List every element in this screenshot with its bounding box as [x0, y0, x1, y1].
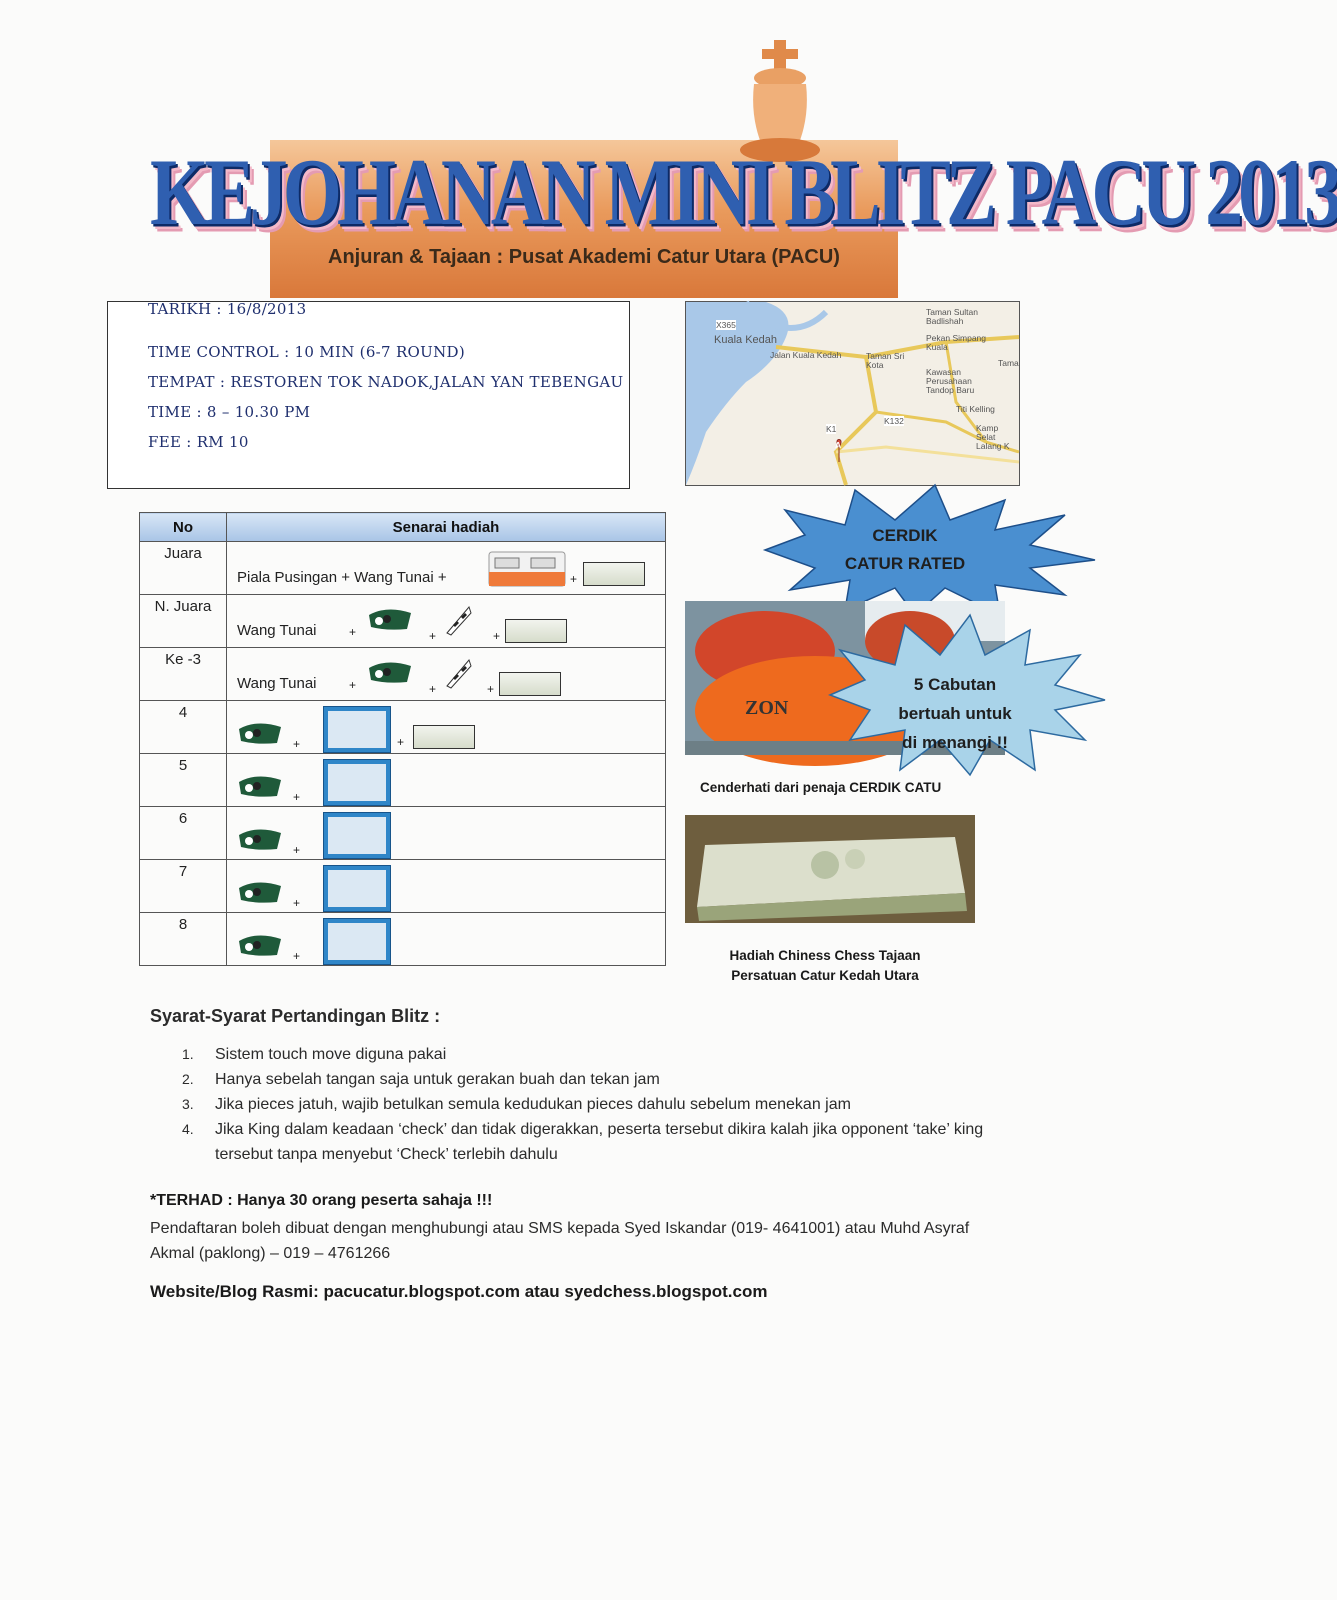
- rule-number: 3.: [182, 1096, 194, 1112]
- plus-sign: +: [493, 629, 501, 643]
- map-label: Kawasan Perusahaan Tandop Baru: [926, 367, 975, 395]
- chess-set-bag-icon: [367, 605, 413, 631]
- map-label: Kuala Kedah: [714, 334, 777, 346]
- rule-number: 4.: [182, 1121, 194, 1137]
- event-time-control: TIME CONTROL : 10 MIN (6-7 ROUND): [148, 343, 465, 361]
- table-header-row: [140, 513, 666, 542]
- rules-title: Syarat-Syarat Pertandingan Blitz :: [150, 1006, 441, 1026]
- prize-cell: [227, 754, 666, 807]
- rules-list: [182, 1042, 1002, 1167]
- table-row: [140, 542, 666, 595]
- plus-sign: +: [349, 678, 357, 692]
- certificate-icon: [499, 672, 561, 696]
- chinese-chess-box-graphic: [685, 815, 975, 923]
- cap-logo-text: ZON: [745, 697, 789, 719]
- map-label: K1: [826, 424, 837, 434]
- rank-cell: 5: [140, 754, 227, 807]
- map-label: Titi Kelling: [956, 404, 995, 414]
- list-item: [182, 1117, 1002, 1167]
- prize-text: Wang Tunai: [237, 675, 317, 692]
- rule-text: Jika pieces jatuh, wajib betulkan semula kedudukan pieces dahulu sebelum menekan jam: [215, 1096, 851, 1113]
- table-row: [140, 648, 666, 701]
- rank-cell: 6: [140, 807, 227, 860]
- rated-burst-text: [825, 522, 985, 578]
- event-date: TARIKH : 16/8/2013: [148, 300, 307, 318]
- list-item: [182, 1067, 1002, 1092]
- chinese-chess-caption-line: Persatuan Catur Kedah Utara: [731, 968, 919, 983]
- column-header-no: No: [140, 513, 227, 542]
- map-marker-label: A: [835, 440, 842, 450]
- score-sheet-icon: [323, 706, 391, 753]
- rule-number: 1.: [182, 1046, 194, 1062]
- map-label: Taman Sultan Badlishah: [926, 307, 978, 326]
- plus-sign: +: [487, 682, 495, 696]
- map-label: Taman Sri Kota: [866, 351, 905, 370]
- rule-text: Hanya sebelah tangan saja untuk gerakan buah dan tekan jam: [215, 1071, 660, 1088]
- lucky-draw-line: di menangi !!: [902, 733, 1008, 752]
- event-venue: TEMPAT : RESTOREN TOK NADOK,JALAN YAN TEBENGAU: [148, 373, 624, 391]
- prize-cell: [227, 648, 666, 701]
- column-header-prizes: Senarai hadiah: [227, 513, 666, 542]
- map-label: Tama: [998, 358, 1019, 368]
- rank-cell: N. Juara: [140, 595, 227, 648]
- chessboard-roll-icon: [443, 605, 473, 635]
- chinese-chess-caption: [690, 946, 960, 986]
- chess-set-bag-icon: [237, 825, 283, 851]
- chess-set-bag-icon: [237, 878, 283, 904]
- plus-sign: +: [429, 629, 437, 643]
- prize-cell: [227, 913, 666, 966]
- chinese-chess-photo: [685, 815, 975, 923]
- table-row: [140, 807, 666, 860]
- chess-clock-icon: [487, 548, 567, 590]
- rule-number: 2.: [182, 1071, 194, 1087]
- prize-cell: [227, 595, 666, 648]
- chessboard-roll-icon: [443, 658, 473, 688]
- map-label: X365: [716, 320, 736, 330]
- certificate-icon: [583, 562, 645, 586]
- plus-sign: +: [293, 737, 301, 751]
- chess-set-bag-icon: [237, 931, 283, 957]
- chess-set-bag-icon: [367, 658, 413, 684]
- table-row: [140, 860, 666, 913]
- map-label: K132: [884, 416, 904, 426]
- rank-cell: 8: [140, 913, 227, 966]
- chinese-chess-caption-line: Hadiah Chiness Chess Tajaan: [729, 948, 921, 963]
- map-label: Pekan Simpang Kuala: [926, 333, 987, 352]
- lucky-draw-burst-text: [880, 670, 1030, 757]
- prize-cell: [227, 701, 666, 754]
- organiser-line: Anjuran & Tajaan : Pusat Akademi Catur Utara (PACU): [328, 246, 840, 268]
- official-website: Website/Blog Rasmi: pacucatur.blogspot.com atau syedchess.blogspot.com: [150, 1282, 768, 1301]
- plus-sign: +: [397, 735, 405, 749]
- plus-sign: +: [293, 843, 301, 857]
- event-info-box: [107, 301, 630, 489]
- event-time: TIME : 8 – 10.30 PM: [148, 403, 311, 421]
- rated-burst-line: CATUR RATED: [844, 554, 966, 573]
- table-row: [140, 595, 666, 648]
- plus-sign: +: [293, 949, 301, 963]
- caps-caption: Cenderhati dari penaja CERDIK CATU: [700, 780, 942, 795]
- score-sheet-icon: [323, 759, 391, 806]
- prize-table: [139, 512, 666, 966]
- registration-info: Pendaftaran boleh dibuat dengan menghubungi atau SMS kepada Syed Iskandar (019- 4641001) atau Muhd Asyraf Akmal (paklong) – 019 – 4761266: [150, 1220, 970, 1262]
- lucky-draw-line: 5 Cabutan: [913, 675, 997, 694]
- plus-sign: +: [293, 896, 301, 910]
- map-label: Jalan Kuala Kedah: [770, 350, 842, 360]
- chess-set-bag-icon: [237, 719, 283, 745]
- table-row: [140, 913, 666, 966]
- prize-text: Wang Tunai: [237, 622, 317, 639]
- rank-cell: 4: [140, 701, 227, 754]
- participant-limit: *TERHAD : Hanya 30 orang peserta sahaja !!!: [150, 1192, 493, 1209]
- rank-cell: 7: [140, 860, 227, 913]
- plus-sign: +: [349, 625, 357, 639]
- lucky-draw-line: bertuah untuk: [898, 704, 1012, 723]
- table-row: [140, 701, 666, 754]
- page-title: KEJOHANAN MINI BLITZ PACU 2013: [150, 140, 1337, 246]
- chess-set-bag-icon: [237, 772, 283, 798]
- rank-cell: Juara: [140, 542, 227, 595]
- list-item: [182, 1042, 1002, 1067]
- certificate-icon: [413, 725, 475, 749]
- table-row: [140, 754, 666, 807]
- map-label: Kamp Selat Lalang K: [976, 423, 1010, 451]
- prize-cell: [227, 542, 666, 595]
- prize-cell: [227, 860, 666, 913]
- plus-sign: +: [570, 572, 578, 586]
- list-item: [182, 1092, 1002, 1117]
- prize-text: Piala Pusingan + Wang Tunai +: [237, 569, 447, 586]
- certificate-icon: [505, 619, 567, 643]
- rated-burst-line: CERDIK: [872, 526, 938, 545]
- score-sheet-icon: [323, 918, 391, 965]
- score-sheet-icon: [323, 865, 391, 912]
- rank-cell: Ke -3: [140, 648, 227, 701]
- score-sheet-icon: [323, 812, 391, 859]
- prize-cell: [227, 807, 666, 860]
- location-map: [685, 301, 1020, 486]
- event-fee: FEE : RM 10: [148, 433, 249, 451]
- plus-sign: +: [429, 682, 437, 696]
- plus-sign: +: [293, 790, 301, 804]
- rule-text: Sistem touch move diguna pakai: [215, 1046, 447, 1063]
- rule-text: Jika King dalam keadaan ‘check’ dan tidak digerakkan, peserta tersebut dikira kalah jika opponent ‘take’ king tersebut tanpa menyebut ‘Check’ terlebih dahulu: [215, 1121, 984, 1163]
